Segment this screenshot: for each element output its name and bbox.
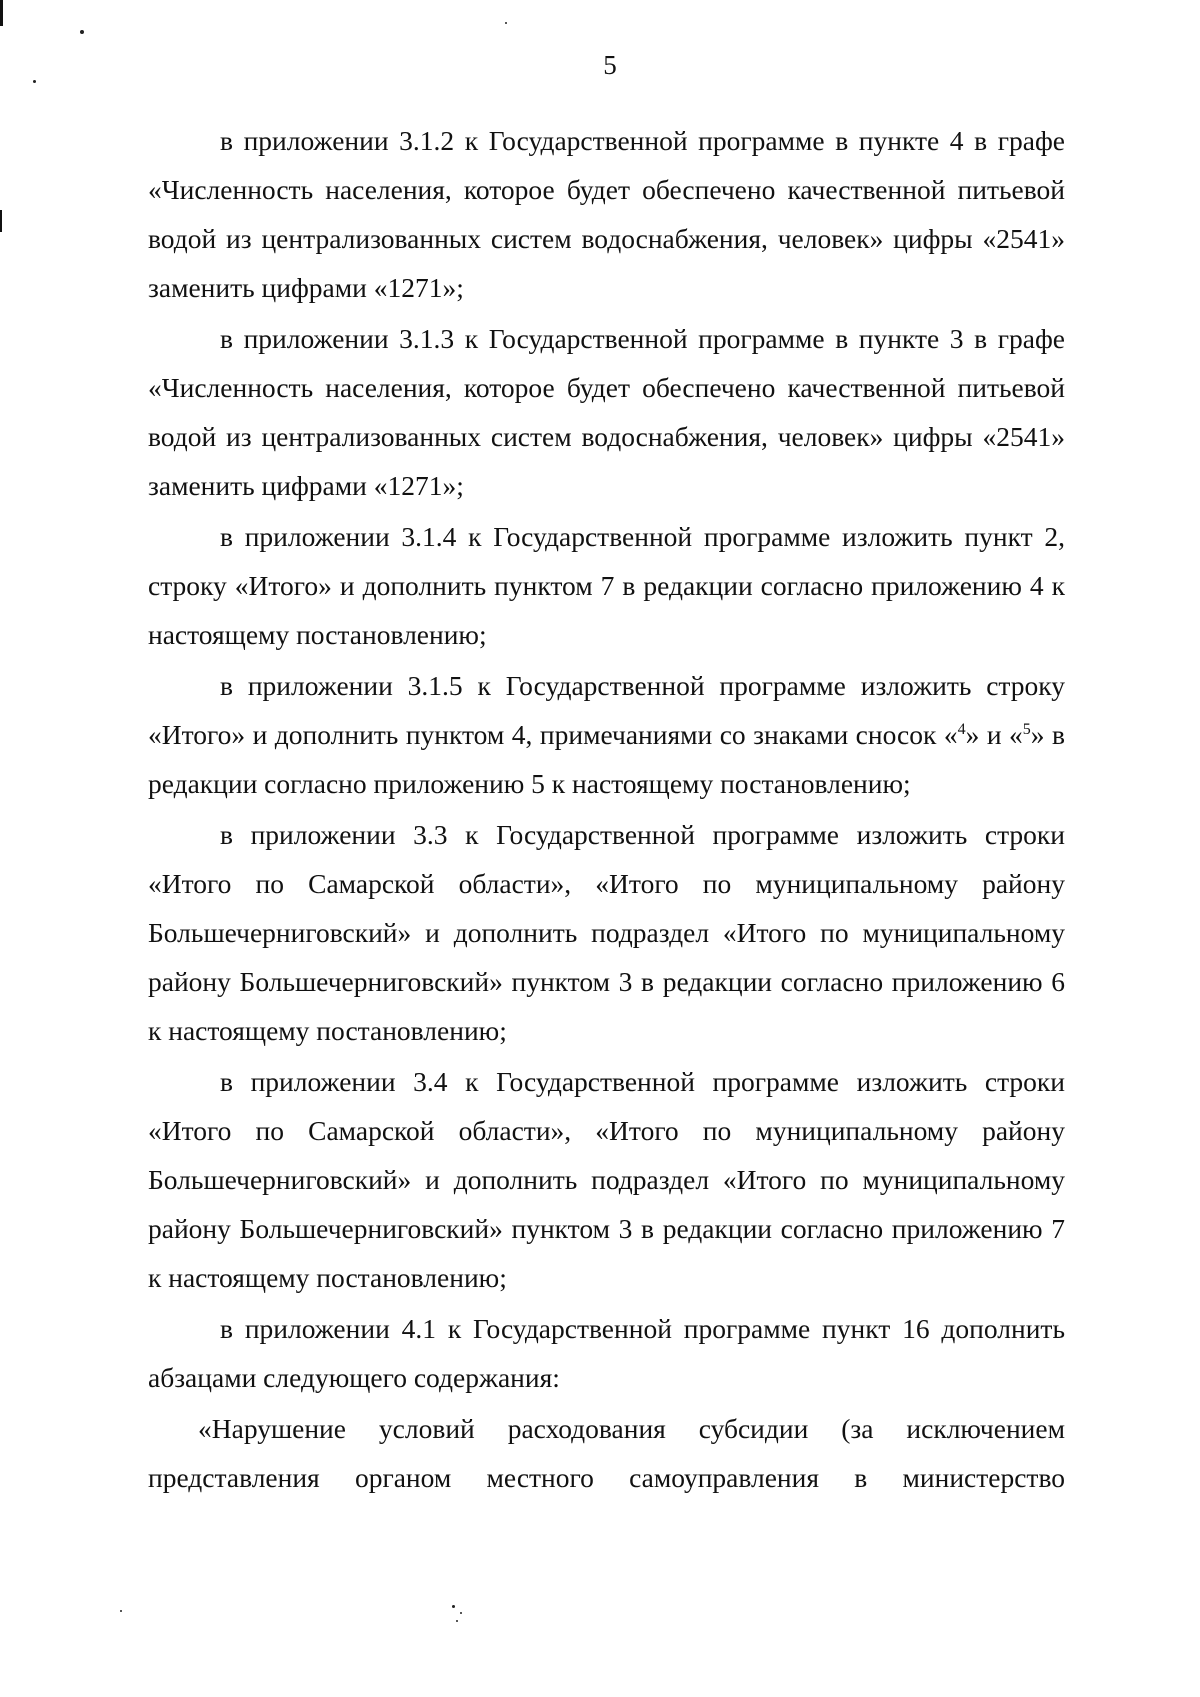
paragraph-text: в приложении 3.1.5 к Государственной программе изложить строку «Итого» и дополнить пунктом 4, примечаниями со знаками сносок « [148,670,1065,750]
footnote-mark: 5 [1022,720,1031,738]
scan-edge-mark [0,210,2,232]
paragraph: в приложении 3.3 к Государственной программе изложить строки «Итого по Самарской области», «Итого по муниципальному району Большечерниговский» и дополнить подраздел «Итого по муниципальному району Большечерниговский» пунктом 3 в редакции согласно приложению 6 к настоящему постановлению; [148,819,1065,1046]
paragraph-text: » и « [965,719,1023,750]
scan-speck [33,80,36,83]
paragraph-text: » в редакции согласно приложению 5 к настоящему постановлению; [148,719,1065,799]
paragraph: в приложении 3.1.2 к Государственной программе в пункте 4 в графе «Численность населения, которое будет обеспечено качественной питьевой водой из централизованных систем водоснабжения, человек» цифры «2541» заменить цифрами «1271»; [148,125,1065,303]
paragraph-with-footnote-marks [148,661,1065,808]
document-body [148,116,1065,1504]
scan-speck [505,22,507,24]
scan-speck [452,1605,455,1608]
scan-edge-mark [0,0,3,26]
footnote-mark: 4 [957,720,966,738]
paragraph-quote: «Нарушение условий расходования субсидии (за исключением представления органом местного самоуправления в министерство [148,1413,1065,1493]
paragraph: в приложении 3.1.4 к Государственной программе изложить пункт 2, строку «Итого» и дополнить пунктом 7 в редакции согласно приложению 4 к настоящему постановлению; [148,521,1065,650]
paragraph: в приложении 3.4 к Государственной программе изложить строки «Итого по Самарской области», «Итого по муниципальному району Большечерниговский» и дополнить подраздел «Итого по муниципальному району Большечерниговский» пунктом 3 в редакции согласно приложению 7 к настоящему постановлению; [148,1066,1065,1293]
paragraph: в приложении 4.1 к Государственной программе пункт 16 дополнить абзацами следующего содержания: [148,1313,1065,1393]
paragraph: в приложении 3.1.3 к Государственной программе в пункте 3 в графе «Численность населения, которое будет обеспечено качественной питьевой водой из централизованных систем водоснабжения, человек» цифры «2541» заменить цифрами «1271»; [148,323,1065,501]
scan-speck [120,1610,122,1612]
scan-speck [456,1620,458,1622]
page-number: 5 [603,50,617,80]
scan-speck [460,1612,462,1614]
scan-speck [80,30,84,34]
